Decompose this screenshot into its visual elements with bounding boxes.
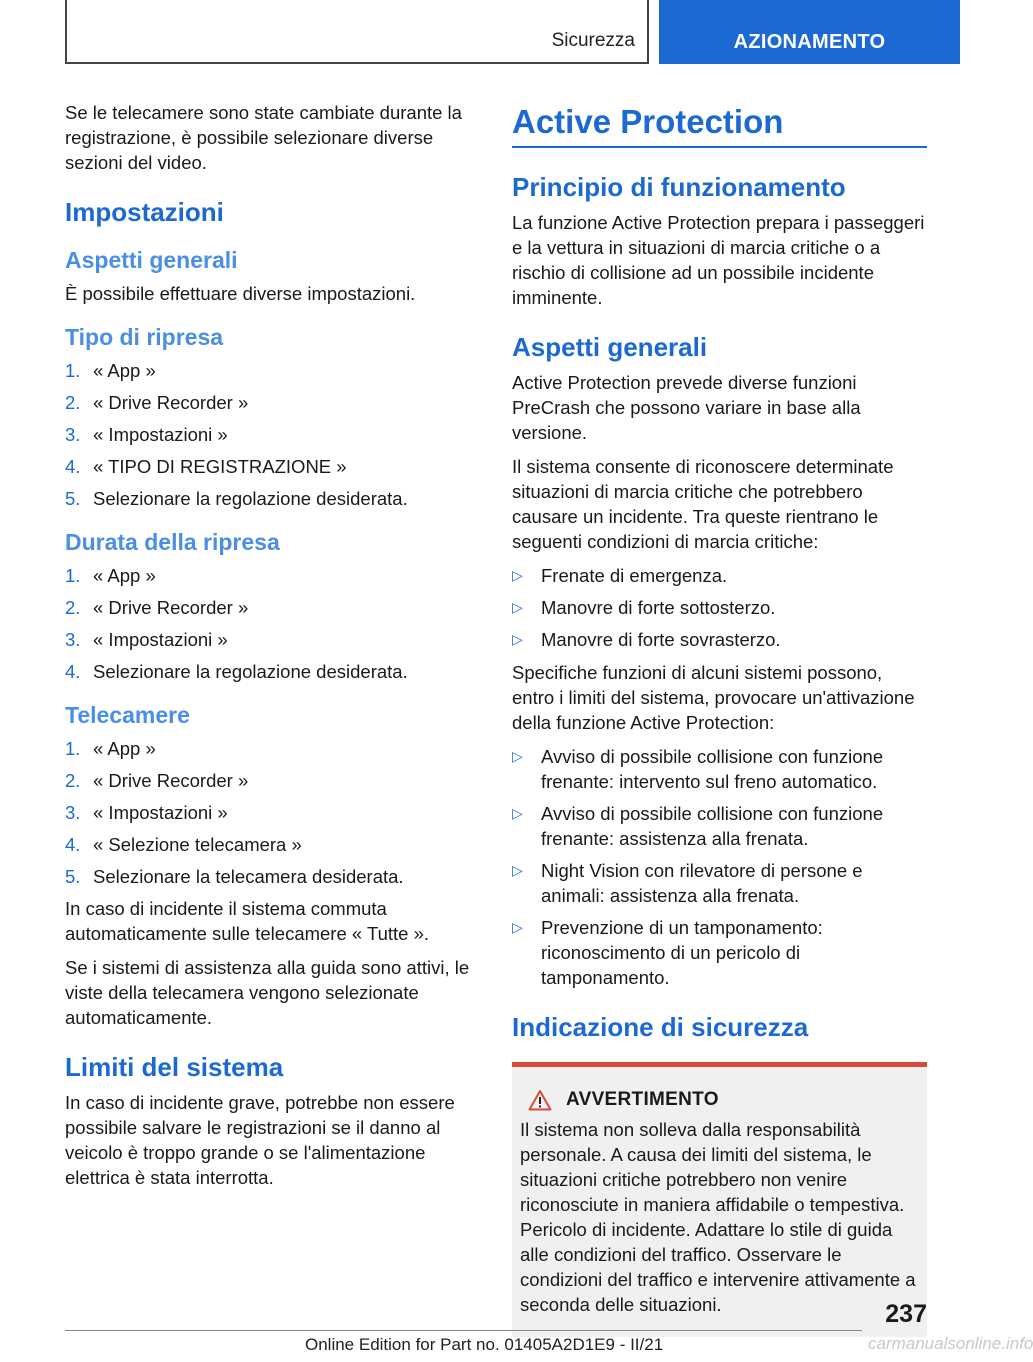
heading-telecamere: Telecamere (65, 702, 190, 728)
heading-indicazione-di-sicurezza: Indicazione di sicurezza (512, 1012, 809, 1042)
list-item: ▷ Night Vision con rilevatore di persone e animali: assistenza alla frenata. (512, 860, 863, 906)
tipo-steps-list (65, 358, 477, 511)
list-item: 3. « Impostazioni » (65, 629, 228, 650)
durata-steps-list (65, 563, 477, 684)
principio-paragraph: La funzione Active Protection prepara i passeggeri e la vettura in situazioni di marcia critiche o a rischio di collisione ad un possibile incidente imminente. (512, 212, 925, 308)
list-item: 4. « Selezione telecamera » (65, 834, 302, 855)
warning-triangle-icon (528, 1089, 552, 1111)
left-column (65, 100, 477, 1199)
list-item: 4. Selezionare la regolazione desiderata. (65, 661, 408, 682)
list-item: ▷ Frenate di emergenza. (512, 565, 728, 586)
header-section-label: Sicurezza (551, 30, 635, 51)
telecamere-steps-list (65, 736, 477, 889)
list-item: 4. « TIPO DI REGISTRAZIONE » (65, 456, 347, 477)
list-item: 5. Selezionare la telecamera desiderata. (65, 866, 404, 887)
aspetti-paragraph-3: Specifiche funzioni di alcuni sistemi possono, entro i limiti del sistema, provocare un'attivazione della funzione Active Protection: (512, 662, 915, 733)
list-item: 3. « Impostazioni » (65, 802, 228, 823)
aspetti-paragraph-1: Active Protection prevede diverse funzioni PreCrash che possono variare in base alla versione. (512, 372, 861, 443)
telecamere-paragraph-2: Se i sistemi di assistenza alla guida sono attivi, le viste della telecamera vengono selezionate automaticamente. (65, 957, 470, 1028)
triangle-bullet-icon: ▷ (512, 919, 523, 935)
heading-impostazioni: Impostazioni (65, 197, 224, 227)
right-column (512, 100, 927, 1337)
triangle-bullet-icon: ▷ (512, 748, 523, 764)
activation-functions-list (512, 744, 927, 990)
heading-principio: Principio di funzionamento (512, 172, 846, 202)
heading-durata-della-ripresa: Durata della ripresa (65, 529, 280, 555)
warning-title-row (520, 1089, 919, 1111)
list-item: 3. « Impostazioni » (65, 424, 228, 445)
list-item: ▷ Prevenzione di un tamponamento: riconoscimento di un pericolo di tamponamento. (512, 917, 823, 988)
header-section-tab (65, 0, 649, 64)
footer-divider (65, 1330, 862, 1331)
list-item: 1. « App » (65, 565, 156, 586)
triangle-bullet-icon: ▷ (512, 599, 523, 615)
warning-text: Il sistema non solleva dalla responsabilità personale. A causa dei limiti del sistema, le situazioni critiche potrebbero non venire riconosciute in maniera affidabile o tempestiva. Pericolo di incidente. Adattare lo stile di guida alle condizioni del traffico. Osservare le condizioni del traffico e intervenire attivamente a seconda delle situazioni. (520, 1119, 916, 1315)
warning-title: AVVERTIMENTO (566, 1089, 719, 1110)
list-item: ▷ Manovre di forte sovrasterzo. (512, 629, 781, 650)
page-title: Active Protection (512, 100, 927, 148)
list-item: 2. « Drive Recorder » (65, 597, 249, 618)
list-item: 2. « Drive Recorder » (65, 392, 249, 413)
limiti-paragraph: In caso di incidente grave, potrebbe non essere possibile salvare le registrazioni se il danno al veicolo è troppo grande o se l'alimentazione elettrica è stata interrotta. (65, 1092, 455, 1188)
triangle-bullet-icon: ▷ (512, 862, 523, 878)
heading-aspetti-generali-right: Aspetti generali (512, 332, 708, 362)
footer-edition: Online Edition for Part no. 01405A2D1E9 - II/21 (305, 1335, 664, 1354)
list-item: 2. « Drive Recorder » (65, 770, 249, 791)
list-item: 5. Selezionare la regolazione desiderata. (65, 488, 408, 509)
list-item: ▷ Manovre di forte sottosterzo. (512, 597, 776, 618)
list-item: 1. « App » (65, 738, 156, 759)
intro-paragraph: Se le telecamere sono state cambiate durante la registrazione, è possibile selezionare diverse sezioni del video. (65, 102, 462, 173)
heading-tipo-di-ripresa: Tipo di ripresa (65, 324, 224, 350)
triangle-bullet-icon: ▷ (512, 631, 523, 647)
aspetti-paragraph-2: Il sistema consente di riconoscere determinate situazioni di marcia critiche che potrebbero causare un incidente. Tra queste rientrano le seguenti condizioni di marcia critiche: (512, 456, 894, 552)
aspetti-paragraph: È possibile effettuare diverse impostazioni. (65, 283, 416, 304)
telecamere-paragraph-1: In caso di incidente il sistema commuta automaticamente sulle telecamere « Tutte ». (65, 898, 430, 944)
triangle-bullet-icon: ▷ (512, 805, 523, 821)
warning-box (512, 1067, 927, 1337)
page-number: 237 (885, 1300, 927, 1328)
list-item: 1. « App » (65, 360, 156, 381)
footer-watermark: carmanualsonline.info (868, 1334, 1033, 1353)
list-item: ▷ Avviso di possibile collisione con funzione frenante: assistenza alla frenata. (512, 803, 884, 849)
critical-conditions-list (512, 563, 927, 652)
list-item: ▷ Avviso di possibile collisione con funzione frenante: intervento sul freno automatico. (512, 746, 884, 792)
triangle-bullet-icon: ▷ (512, 567, 523, 583)
heading-aspetti-generali: Aspetti generali (65, 247, 238, 273)
header-chapter-tab: AZIONAMENTO (659, 0, 960, 64)
heading-limiti-del-sistema: Limiti del sistema (65, 1052, 284, 1082)
